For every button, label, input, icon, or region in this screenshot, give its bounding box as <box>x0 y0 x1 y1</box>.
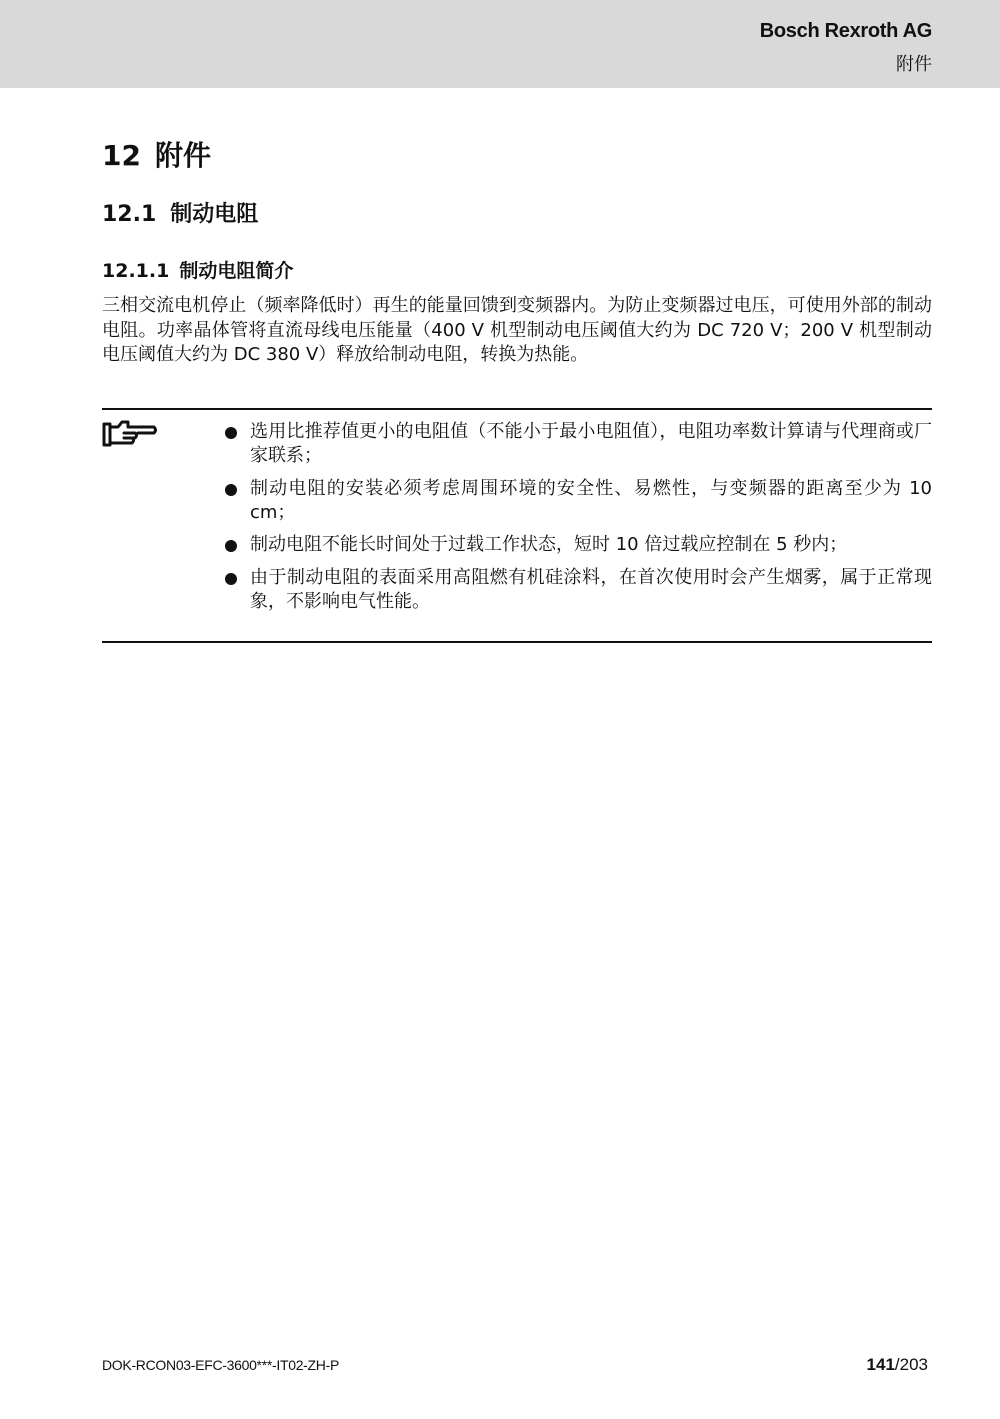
bullet-icon <box>225 540 237 552</box>
document-id: DOK-RCON03-EFC-3600***-IT02-ZH-P <box>102 1357 340 1373</box>
chapter-number: 12 <box>102 139 141 172</box>
page-total: /203 <box>894 1355 928 1374</box>
page-number <box>867 1355 928 1375</box>
subsection-heading <box>102 256 293 283</box>
note-item-text: 制动电阻的安装必须考虑周围环境的安全性、易燃性，与变频器的距离至少为 10 cm； <box>250 477 932 523</box>
page-current: 141 <box>866 1355 895 1374</box>
note-item <box>225 420 932 468</box>
section-number: 12.1 <box>102 202 157 227</box>
subsection-title: 制动电阻简介 <box>179 260 294 282</box>
section-heading <box>102 197 258 228</box>
header-band <box>0 0 1000 88</box>
chapter-title: 附件 <box>154 139 211 172</box>
header-section-label: 附件 <box>896 54 932 75</box>
note-item-text: 选用比推荐值更小的电阻值（不能小于最小电阻值），电阻功率数计算请与代理商或厂家联系； <box>250 421 932 466</box>
chapter-heading <box>102 134 211 174</box>
note-bottom-rule <box>102 641 932 643</box>
bullet-icon <box>225 484 237 496</box>
note-item <box>225 477 932 525</box>
intro-paragraph: 三相交流电机停止（频率降低时）再生的能量回馈到变频器内。为防止变频器过电压，可使用外部的制动电阻。功率晶体管将直流母线电压能量（400 V 机型制动电压阈值大约为 DC 720 V；200 V 机型制动电压阈值大约为 DC 380 V）释放给制动电阻，转换为热能。 <box>102 295 932 365</box>
note-item <box>225 566 932 614</box>
note-item-text: 由于制动电阻的表面采用高阻燃有机硅涂料，在首次使用时会产生烟雾，属于正常现象，不影响电气性能。 <box>250 566 932 612</box>
note-item-text: 制动电阻不能长时间处于过载工作状态，短时 10 倍过载应控制在 5 秒内； <box>250 534 848 555</box>
subsection-number: 12.1.1 <box>102 260 170 282</box>
section-title: 制动电阻 <box>170 202 259 227</box>
bullet-icon <box>225 573 237 585</box>
note-item <box>225 533 932 557</box>
pointing-hand-icon <box>102 419 158 449</box>
note-top-rule <box>102 408 932 410</box>
note-list <box>225 420 932 622</box>
bullet-icon <box>225 427 237 439</box>
brand-name: Bosch Rexroth AG <box>759 20 932 42</box>
